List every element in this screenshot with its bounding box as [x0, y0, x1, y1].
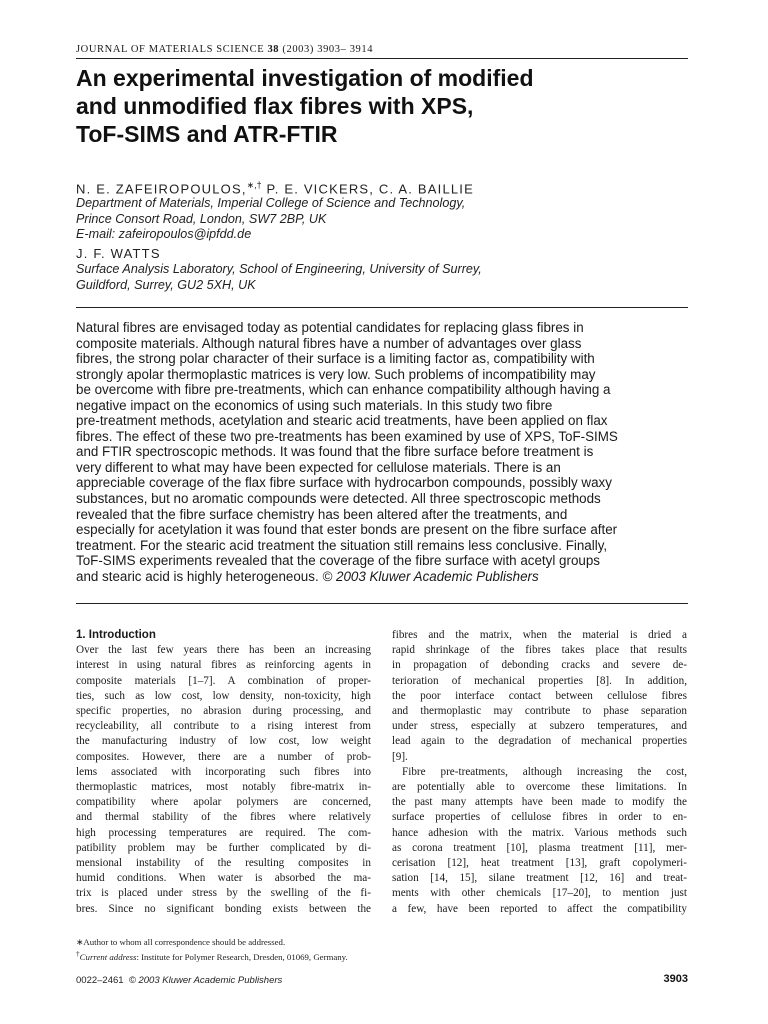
author-footnote-marks: ∗,†	[246, 180, 262, 190]
affiliation-1: Department of Materials, Imperial College of Science and Technology, Prince Consort Road, London, SW7 2BP, UK E-mail: zafeiropoulos@ipfdd.de	[76, 196, 688, 243]
journal-pages: 3903– 3914	[317, 44, 374, 55]
body-column-left: 1. Introduction Over the last few years there has been an increasing interest in using natural fibres as reinforcing agents in composite materials [1–7]. A combination of proper- ties, such as low cost, low density, non-toxicity, high specific properties, no abrasion during processing, and recycleability, all contribute to a rising interest from the manufacturing industry of low cost, low weight composites. However, there are a number of prob- lems associated with incorporating such fibres into thermoplastic matrices, most notably fibre-matrix in- compatibility where apolar polymers are concerned, and thermal stability of the fibres where relatively high processing temperatures are required. The com- patibility problem may be further complicated by di- mensional instability of the resulting composites in humid conditions. When water is absorbed the ma- trix is placed under stress by the swelling of the fi- bres. Since no significant bonding exists between the	[76, 629, 371, 915]
body-column-right: fibres and the matrix, when the material is dried a rapid shrinkage of the fibres takes place that results in propagation of debonding cracks and severe de- terioration of mechanical properties [8]. In addition, the poor interface contact between cellulose fibres and thermoplastic may contribute to phase separation under stress, especially at subzero temperatures, and lead again to the degradation of mechanical properties [9]. Fibre pre-treatments, although increasing the cost, are potentially able to overcome these limitations. In the past many attempts have been made to modify the surface properties of cellulose fibres in order to en- hance adhesion with the matrix. Various methods such as corona treatment [10], plasma treatment [11], mer- cerisation [12], heat treatment [13], graft copolymeri- sation [14, 15], silane treatment [12, 16] and treat- ments with other chemicals [17–20], to mention just a few, have been reported to affect the compatibility	[392, 629, 687, 915]
divider-rule	[76, 603, 688, 604]
journal-volume: 38	[267, 44, 280, 55]
abstract: Natural fibres are envisaged today as potential candidates for replacing glass fibres in composite materials. Although natural fibres have a number of advantages over glass fibres, the strong polar character of their surface is a limiting factor as, compatibility with strongly apolar thermoplastic matrices is very low. Such problems of incompatibility may be overcome with fibre pre-treatments, which can enhance compatibility although having a negative impact on the economics of using such materials. In this study two fibre pre-treatment methods, acetylation and stearic acid treatments, have been applied on flax fibres. The effect of these two pre-treatments has been examined by use of XPS, ToF-SIMS and FTIR spectroscopic methods. It was found that the fibre surface before treatment is very different to what may have been expected for cellulose materials. There is an appreciable coverage of the flax fibre surface with hydrocarbon compounds, possibly waxy substances, but no aromatic compounds were detected. All three spectroscopic methods revealed that the fibre surface chemistry has been altered after the treatments, and especially for acetylation it was found that ester bonds are present on the fibre surface after treatment. For the stearic acid treatment the situation still remains less conclusive. Finally, ToF-SIMS experiments revealed that the coverage of the fibre surface with acetyl groups and stearic acid is highly heterogeneous. © 2003 Kluwer Academic Publishers	[76, 320, 618, 584]
journal-running-header	[76, 44, 688, 59]
author-email: E-mail: zafeiropoulos@ipfdd.de	[76, 227, 252, 241]
page-number: 3903	[663, 973, 688, 985]
section-heading: 1. Introduction	[76, 629, 156, 641]
issn: 0022–2461	[76, 975, 124, 986]
divider-rule	[76, 307, 688, 308]
footnotes	[76, 936, 476, 963]
title-line: An experimental investigation of modified	[76, 65, 534, 91]
journal-year: (2003)	[282, 44, 314, 55]
title-line: ToF-SIMS and ATR-FTIR	[76, 121, 338, 147]
author-list-1: N. E. ZAFEIROPOULOS,∗,† P. E. VICKERS, C. A. BAILLIE	[76, 180, 474, 197]
author-list-2: J. F. WATTS	[76, 246, 161, 261]
article-title	[76, 64, 688, 148]
abstract-copyright: © 2003 Kluwer Academic Publishers	[318, 568, 539, 584]
affiliation-2: Surface Analysis Laboratory, School of Engineering, University of Surrey, Guildford, Surrey, GU2 5XH, UK	[76, 262, 482, 292]
title-line: and unmodified flax fibres with XPS,	[76, 93, 474, 119]
journal-name: JOURNAL OF MATERIALS SCIENCE	[76, 44, 265, 55]
footer-copyright: © 2003 Kluwer Academic Publishers	[128, 975, 283, 986]
page-footer	[76, 975, 282, 986]
footnote-address: †Current address: Institute for Polymer Research, Dresden, 01069, Germany.	[76, 949, 348, 962]
footnote-correspondence: ∗Author to whom all correspondence should be addressed.	[76, 937, 286, 947]
